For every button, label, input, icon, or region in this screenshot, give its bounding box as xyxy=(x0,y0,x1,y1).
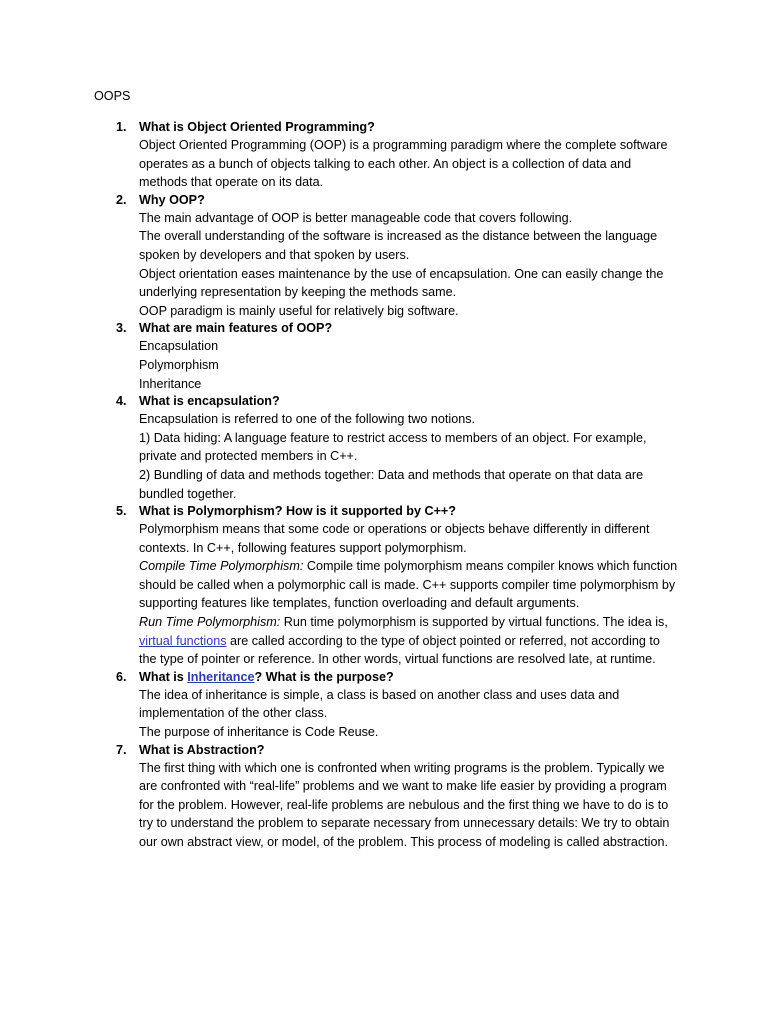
compile-time-label: Compile Time Polymorphism: xyxy=(139,559,304,574)
run-time-text-rest: are called according to the type of object pointed or referred, not according to the type of pointer or reference. In other words, virtual functions are resolved late, at runtime. xyxy=(139,633,660,667)
item-number: 7. xyxy=(116,742,127,757)
answer-paragraph: The main advantage of OOP is better manageable code that covers following. xyxy=(139,210,573,225)
question-heading: Why OOP? xyxy=(139,192,205,207)
document-title: OOPS xyxy=(94,89,131,103)
run-time-label: Run Time Polymorphism: xyxy=(139,615,281,630)
virtual-functions-link[interactable]: virtual functions xyxy=(139,633,227,648)
feature-item: Inheritance xyxy=(139,376,202,391)
answer-paragraph: The overall understanding of the software is increased as the distance between the language spoken by developers and that spoken by users. xyxy=(139,229,658,262)
answer-paragraph: 1) Data hiding: A language feature to restrict access to members of an object. For example, private and protected members in C++. xyxy=(139,430,647,464)
answer-paragraph: The first thing with which one is confronted when writing programs is the problem. Typically we are confronted with “real-life” problems and we want to make life easier by providing a program for the problem. However, real-life problems are nebulous and the first thing we have to do is to try to understand the problem to separate necessary from unnecessary details: We try to obtain our own abstract view, or model, of the problem. This process of modeling is called abstraction. xyxy=(139,760,670,849)
inheritance-link[interactable]: Inheritance xyxy=(187,669,255,684)
list-item-7 xyxy=(94,742,678,852)
item-number: 3. xyxy=(116,321,127,336)
answer-paragraph: The idea of inheritance is simple, a class is based on another class and uses data and implementation of the other class. xyxy=(139,687,620,721)
feature-item: Polymorphism xyxy=(139,357,219,372)
question-list xyxy=(94,119,678,852)
run-time-text: Run time polymorphism is supported by virtual functions. The idea is, xyxy=(280,615,668,630)
list-item-3 xyxy=(94,320,678,393)
item-number: 1. xyxy=(116,120,127,134)
run-time-paragraph xyxy=(139,613,678,669)
item-number: 6. xyxy=(116,669,127,684)
answer-paragraph: Polymorphism means that some code or operations or objects behave differently in different contexts. In C++, following features support polymorphism. xyxy=(139,522,650,555)
question-prefix: What is xyxy=(139,669,188,684)
answer-paragraph: Object Oriented Programming (OOP) is a programming paradigm where the complete software operates as a bunch of objects talking to each other. An object is a collection of data and methods that operate on its data. xyxy=(139,138,668,190)
answer-paragraph: Object orientation eases maintenance by the use of encapsulation. One can easily change the underlying representation by keeping the methods same. xyxy=(139,266,664,300)
answer-paragraph: Encapsulation is referred to one of the following two notions. xyxy=(139,412,476,427)
list-item-6 xyxy=(94,669,678,742)
item-number: 5. xyxy=(116,504,127,519)
compile-time-text: Compile time polymorphism means compiler knows which function should be called when a polymorphic call is made. C++ supports compiler time polymorphism by supporting features like templates, function overloading and default arguments. xyxy=(139,559,678,611)
question-heading: What is Abstraction? xyxy=(139,742,265,757)
feature-item: Encapsulation xyxy=(139,339,219,354)
compile-time-paragraph xyxy=(139,557,678,613)
list-item-1 xyxy=(94,119,678,192)
answer-paragraph: The purpose of inheritance is Code Reuse. xyxy=(139,725,379,740)
answer-paragraph: OOP paradigm is mainly useful for relatively big software. xyxy=(139,303,459,318)
list-item-5 xyxy=(94,503,678,669)
question-heading xyxy=(139,669,678,686)
question-heading: What is encapsulation? xyxy=(139,394,280,409)
question-suffix: ? What is the purpose? xyxy=(254,669,394,684)
list-item-4 xyxy=(94,393,678,503)
answer-paragraph: 2) Bundling of data and methods together: Data and methods that operate on that data are bundled together. xyxy=(139,467,644,501)
list-item-2 xyxy=(94,192,678,321)
question-heading: What is Polymorphism? How is it supported by C++? xyxy=(139,504,456,519)
question-heading: What is Object Oriented Programming? xyxy=(139,120,375,134)
item-number: 2. xyxy=(116,192,127,207)
item-number: 4. xyxy=(116,394,127,409)
question-heading: What are main features of OOP? xyxy=(139,321,333,336)
